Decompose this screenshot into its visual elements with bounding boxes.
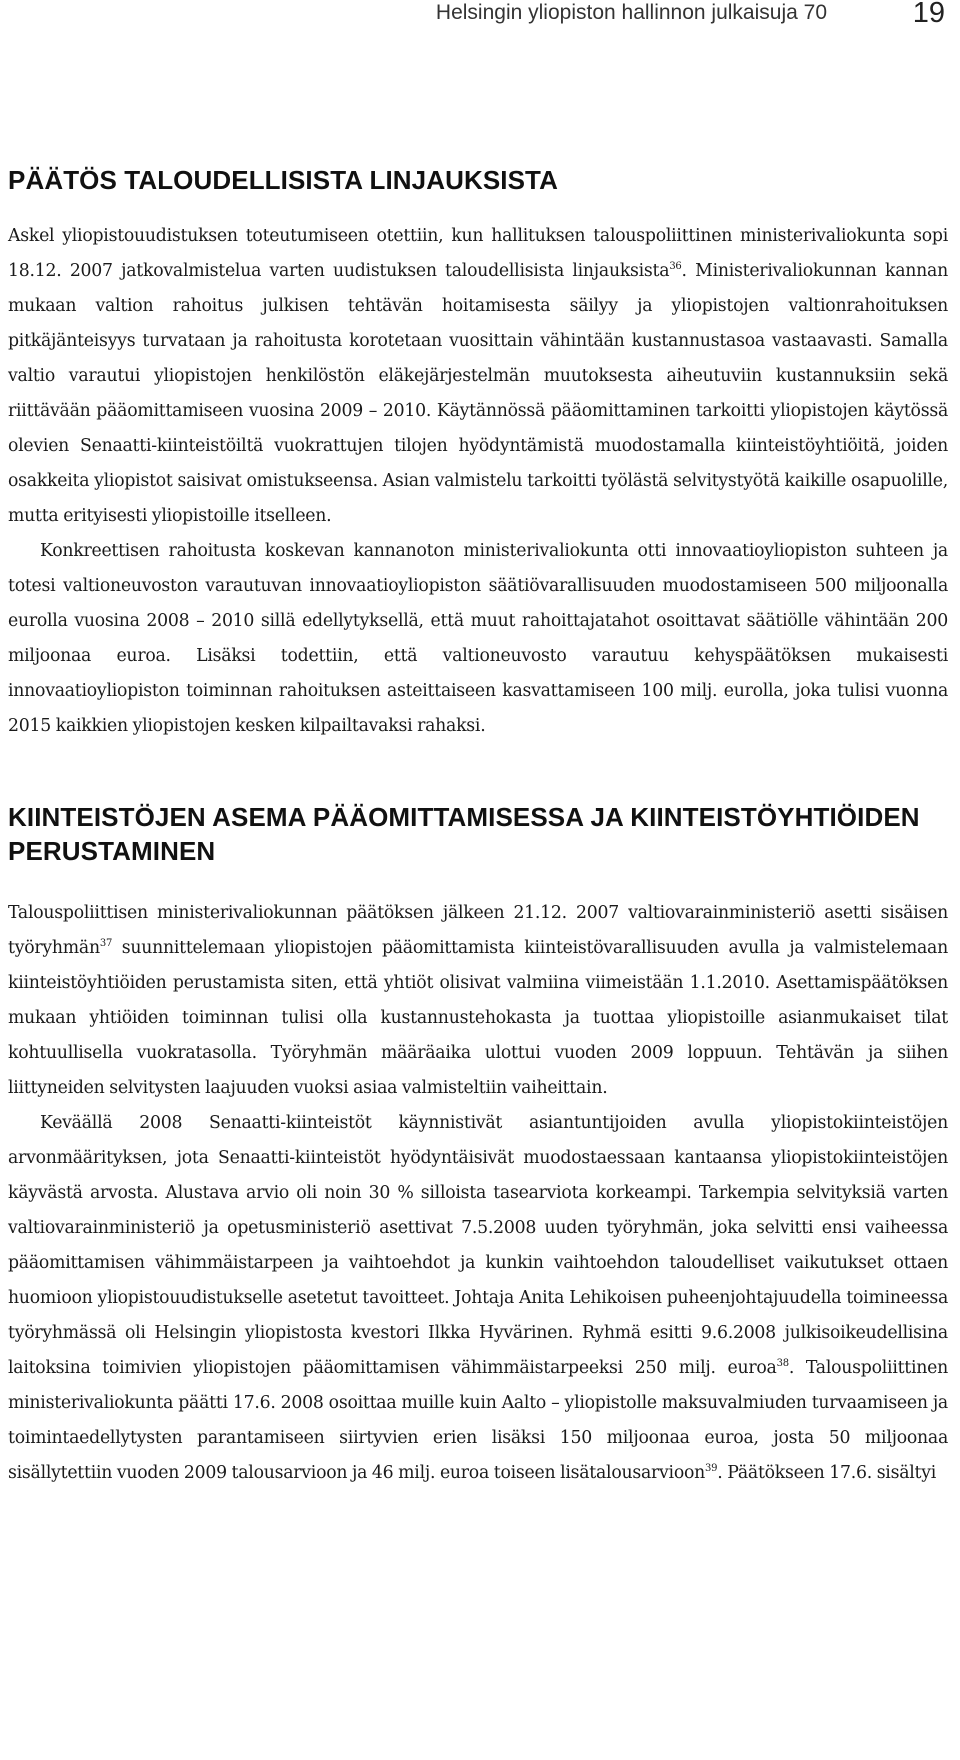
paragraph: Konkreettisen rahoitusta koskevan kannanoton ministerivaliokunta otti innovaatioyliopiston suhteen ja totesi valtioneuvoston varautuvan innovaatioyliopiston säätiövarallisuuden muodostamiseen 500 miljoonalla eurolla vuosina 2008 – 2010 sillä edellytyksellä, että muut rahoittajatahot osoittavat säätiölle vähintään 200 miljoonaa euroa. Lisäksi todettiin, että valtioneuvosto varautuu kehyspäätöksen mukaisesti innovaatioyliopiston toiminnan rahoituksen asteittaiseen kasvattamiseen 100 milj. eurolla, joka tulisi vuonna 2015 kaikkien yliopistojen kesken kilpailtavaksi rahaksi. — [8, 541, 948, 736]
page-content — [8, 163, 948, 1491]
footnote-ref: 39 — [705, 1463, 718, 1475]
footnote-ref: 37 — [99, 938, 113, 950]
paragraph: Keväällä 2008 Senaatti-kiinteistöt käynnistivät asiantuntijoiden avulla yliopistokiinteistöjen arvonmäärityksen, jota Senaatti-kiinteistöt hyödyntäisivät muodostaessaan kantaansa yliopistokiinteistöjen käyvästä arvosta. Alustava arvio oli noin 30 % silloista tasearviota korkeampi. Tarkempia selvityksiä varten valtiovarainministeriö ja opetusministeriö asettivat 7.5.2008 uuden työryhmän, joka selvitti ensi vaiheessa pääomittamisen vähimmäistarpeen ja vaihtoehdot ja kunkin vaihtoehdon taloudelliset vaikutukset ottaen huomioon yliopistouudistukselle asetetut tavoitteet. Johtaja Anita Lehikoisen puheenjohtajuudella toimineessa työryhmässä oli Helsingin yliopistosta kvestori Ilkka Hyvärinen. Ryhmä esitti 9.6.2008 julkisoikeudellisina laitoksina toimivien yliopistojen pääomittamisen vähimmäistarpeeksi 250 milj. euroa$^{38}$. Talouspoliittinen ministerivaliokunta päätti 17.6. 2008 osoittaa muille kuin Aalto – yliopistolle maksuvalmiuden turvaamiseen ja toimintaedellytysten parantamiseen siirtyvien erien lisäksi 150 miljoonaa euroa, josta 50 miljoonaa sisällytettiin vuoden 2009 talousarvioon ja 46 milj. euroa toiseen lisätalousarvioon$^{39}$. Päätökseen 17.6. sisältyi — [8, 1113, 948, 1483]
page-number: 19 — [912, 0, 945, 29]
section-financial-decision — [8, 163, 948, 744]
footnote-ref: 38 — [776, 1358, 789, 1370]
paragraph: Talouspoliittisen ministerivaliokunnan päätöksen jälkeen 21.12. 2007 valtiovarainministeriö asetti sisäisen työryhmän$^{37}$ suunnittelemaan yliopistojen pääomittamista kiinteistövarallisuuden avulla ja valmistelemaan kiinteistöyhtiöiden perustamista siten, että yhtiöt olisivat valmiina viimeistään 1.1.2010. Asettamispäätöksen mukaan yhtiöiden toiminnan tulisi olla kustannustehokasta ja tuottaa yliopistoille asianmukaiset tilat kohtuullisella vuokratasolla. Työryhmän määräaika ulottui vuoden 2009 loppuun. Tehtävän ja siihen liittyneiden selvitysten laajuuden vuoksi asiaa valmisteltiin vaiheittain. — [8, 903, 948, 1098]
section-heading: PÄÄTÖS TALOUDELLISISTA LINJAUKSISTA — [8, 165, 558, 195]
paragraph: Askel yliopistouudistuksen toteutumiseen otettiin, kun hallituksen talouspoliittinen ministerivaliokunta sopi 18.12. 2007 jatkovalmistelua varten uudistuksen taloudellisista linjauksista$^{36}$. Ministerivaliokunnan kannan mukaan valtion rahoitus julkisen tehtävän hoitamisesta säilyy ja yliopistojen valtionrahoituksen pitkäjänteisyys turvataan ja rahoitusta korotetaan vuosittain vähintään kustannustasoa vastaavasti. Samalla valtio varautui yliopistojen henkilöstön eläkejärjestelmän muutoksesta aiheutuviin kustannuksiin sekä riittävään pääomittamiseen vuosina 2009 – 2010. Käytännössä pääomittaminen tarkoitti yliopistojen käytössä olevien Senaatti-kiinteistöiltä vuokrattujen tilojen hyödyntämistä muodostamalla kiinteistöyhtiöitä, joiden osakkeita yliopistot saisivat omistukseensa. Asian valmistelu tarkoitti työlästä selvitystyötä kaikille osapuolille, mutta erityisesti yliopistoille itselleen. — [8, 226, 948, 526]
footnote-ref: 36 — [669, 261, 682, 273]
running-header — [0, 0, 945, 30]
running-title: Helsingin yliopiston hallinnon julkaisuja 70 — [435, 1, 827, 24]
section-heading: KIINTEISTÖJEN ASEMA PÄÄOMITTAMISESSA JA KIINTEISTÖYHTIÖIDEN PERUSTAMINEN — [8, 802, 920, 866]
section-real-estate — [8, 800, 948, 1491]
